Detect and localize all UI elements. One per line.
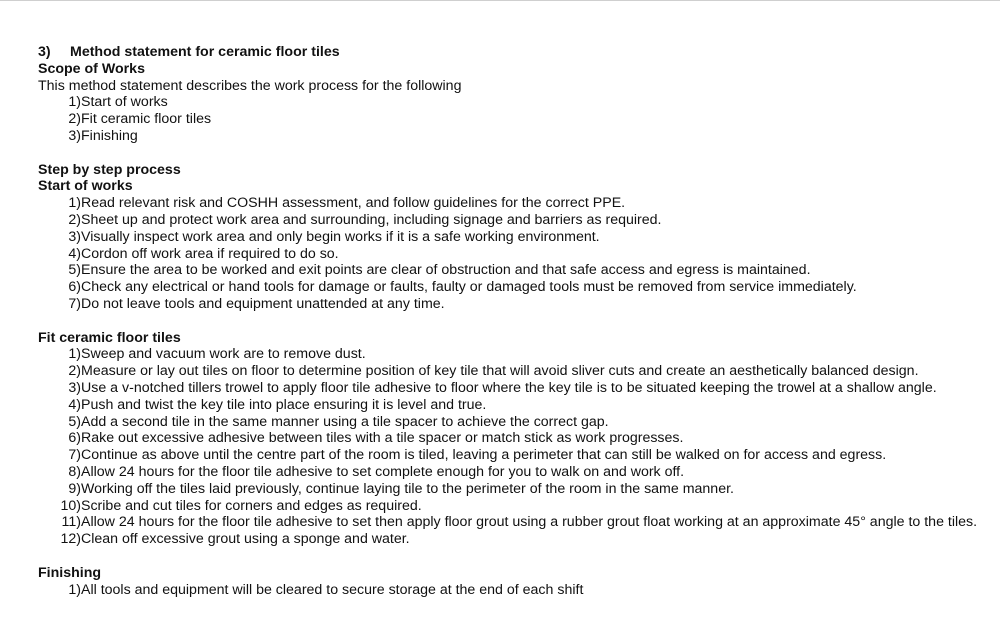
list-item-text: Do not leave tools and equipment unattended at any time. [81, 295, 445, 312]
finishing-list [38, 582, 983, 599]
scope-intro: This method statement describes the work process for the following [38, 77, 462, 94]
list-item-number: 2) [68, 363, 81, 380]
list-item-number: 6) [68, 430, 81, 447]
list-item-number: 3) [68, 228, 81, 245]
list-item-text: Rake out excessive adhesive between tiles with a tile spacer or match stick as work progresses. [81, 430, 684, 447]
list-item-number: 5) [68, 262, 81, 279]
list-item [38, 498, 983, 515]
list-item [38, 514, 983, 531]
spacer [38, 313, 983, 330]
start-of-works-list [38, 195, 983, 313]
list-item-text: Ensure the area to be worked and exit points are clear of obstruction and that safe access and egress is maintained. [81, 262, 811, 279]
finishing-heading: Finishing [38, 564, 102, 581]
list-item-text: Allow 24 hours for the floor tile adhesive to set complete enough for you to walk on and work off. [81, 463, 685, 480]
list-item-number: 4) [68, 396, 81, 413]
list-item-number: 2) [68, 111, 81, 128]
list-item-text: Cordon off work area if required to do so. [81, 245, 339, 262]
list-item-number: 9) [68, 480, 81, 497]
list-item-text: Continue as above until the centre part of the room is tiled, leaving a perimeter that can still be walked on for access and egress. [81, 447, 887, 464]
list-item-number: 1) [68, 195, 81, 212]
list-item [38, 430, 983, 447]
process-heading: Step by step process [38, 161, 181, 178]
document-body [38, 44, 983, 598]
list-item [38, 262, 983, 279]
list-item [38, 246, 983, 263]
list-item-number: 4) [68, 245, 81, 262]
list-item-number: 7) [68, 295, 81, 312]
list-item-number: 8) [68, 463, 81, 480]
list-item-number: 10) [60, 497, 81, 514]
list-item-text: Measure or lay out tiles on floor to determine position of key tile that will avoid sliver cuts and create an aesthetically balanced design. [81, 363, 919, 380]
section-title-text: Method statement for ceramic floor tiles [70, 44, 340, 60]
list-item-text: Visually inspect work area and only begin works if it is a safe working environment. [81, 228, 600, 245]
list-item-text: Clean off excessive grout using a sponge and water. [81, 531, 410, 548]
list-item-number: 6) [68, 279, 81, 296]
fit-tiles-heading: Fit ceramic floor tiles [38, 329, 181, 346]
list-item-text: Fit ceramic floor tiles [81, 111, 212, 128]
start-of-works-heading: Start of works [38, 178, 133, 195]
list-item [38, 464, 983, 481]
list-item-text: Sheet up and protect work area and surrounding, including signage and barriers as required. [81, 211, 662, 228]
list-item-text: Read relevant risk and COSHH assessment, and follow guidelines for the correct PPE. [81, 195, 626, 212]
list-item [38, 481, 983, 498]
list-item-text: Scribe and cut tiles for corners and edges as required. [81, 497, 422, 514]
list-item-number: 3) [68, 379, 81, 396]
list-item [38, 296, 983, 313]
list-item-number: 7) [68, 447, 81, 464]
list-item [38, 346, 983, 363]
spacer [38, 145, 983, 162]
list-item [38, 531, 983, 548]
section-number: 3) [38, 44, 51, 60]
list-item-number: 2) [68, 211, 81, 228]
list-item-number: 1) [68, 94, 81, 111]
list-item [38, 380, 983, 397]
list-item [38, 195, 983, 212]
list-item-number: 12) [60, 531, 81, 548]
list-item-text: Allow 24 hours for the floor tile adhesive to set then apply floor grout using a rubber grout float working at an approximate 45° angle to the tiles. [81, 514, 978, 531]
list-item-text: Working off the tiles laid previously, continue laying tile to the perimeter of the room in the same manner. [81, 480, 734, 497]
spacer [38, 548, 983, 565]
list-item [38, 363, 983, 380]
list-item-text: Use a v-notched tillers trowel to apply floor tile adhesive to floor where the key tile is to be situated keeping the trowel at a shallow angle. [81, 379, 937, 396]
top-border [0, 0, 1000, 1]
list-item [38, 279, 983, 296]
list-item-text: Check any electrical or hand tools for damage or faults, faulty or damaged tools must be removed from service immediately. [81, 279, 857, 296]
list-item [38, 212, 983, 229]
list-item-number: 5) [68, 413, 81, 430]
list-item-text: All tools and equipment will be cleared to secure storage at the end of each shift [81, 581, 584, 598]
list-item-text: Start of works [81, 94, 168, 111]
list-item-number: 1) [68, 346, 81, 363]
list-item-number: 1) [68, 581, 81, 598]
list-item [38, 128, 983, 145]
scope-list [38, 94, 983, 144]
list-item [38, 414, 983, 431]
list-item [38, 397, 983, 414]
list-item [38, 229, 983, 246]
scope-heading: Scope of Works [38, 60, 145, 77]
list-item-number: 11) [61, 514, 81, 531]
list-item [38, 447, 983, 464]
section-title [38, 44, 983, 61]
list-item [38, 94, 983, 111]
list-item [38, 582, 983, 599]
list-item-text: Push and twist the key tile into place ensuring it is level and true. [81, 396, 487, 413]
list-item-number: 3) [68, 127, 81, 144]
list-item-text: Add a second tile in the same manner using a tile spacer to achieve the correct gap. [81, 413, 609, 430]
list-item-text: Sweep and vacuum work are to remove dust. [81, 346, 366, 363]
list-item [38, 111, 983, 128]
fit-tiles-list [38, 346, 983, 548]
list-item-text: Finishing [81, 127, 138, 144]
